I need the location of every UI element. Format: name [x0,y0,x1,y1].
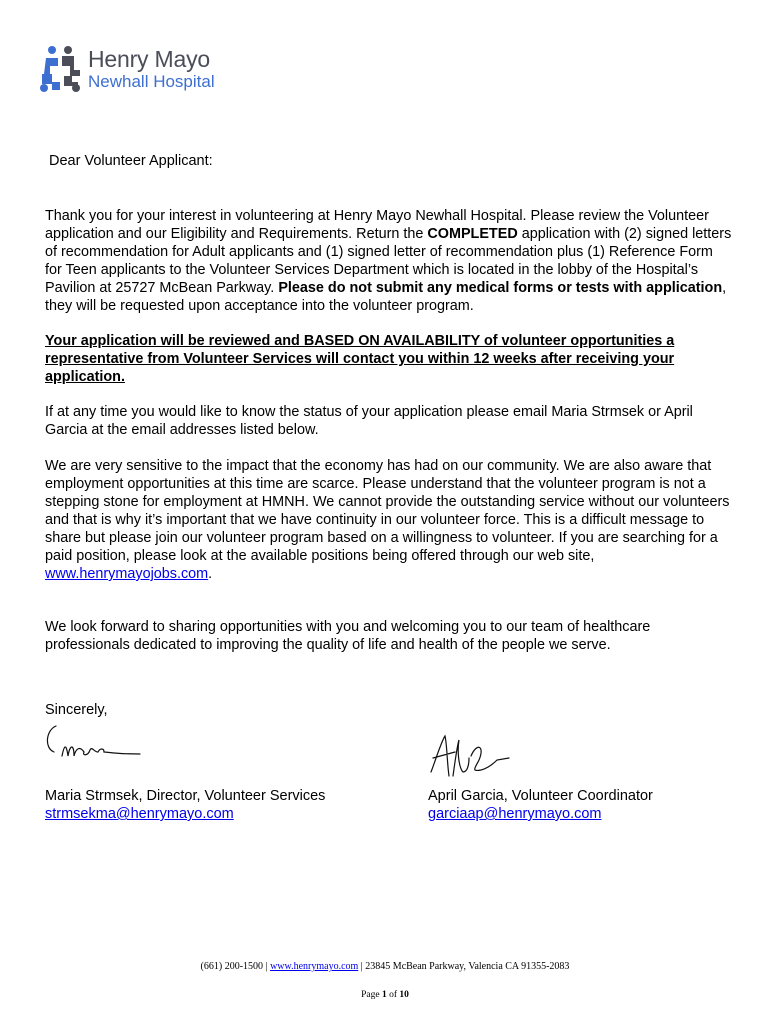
signer-maria [45,787,325,823]
hospital-logo [38,44,215,94]
footer-address: 23845 McBean Parkway, Valencia CA 91355-2083 [365,961,570,972]
logo-name: Henry Mayo [88,46,210,72]
greeting: Dear Volunteer Applicant: [49,153,213,169]
footer-phone: (661) 200-1500 [200,961,264,972]
signer-name-title: Maria Strmsek, Director, Volunteer Services [45,788,326,804]
hospital-logo-icon [38,44,82,94]
logo-subname: Newhall Hospital [88,72,215,91]
page-number: Page 1 of 10 [361,990,409,1000]
paragraph-review-notice: Your application will be reviewed and BASED ON AVAILABILITY of volunteer opportunities a representative from Volunteer Services will contact you within 12 weeks after receiving your application. [45,333,675,385]
signer-april [428,787,653,823]
closing: Sincerely, [45,702,108,718]
email-link-maria[interactable]: strmsekma@henrymayo.com [45,806,234,822]
signature-april [425,732,515,784]
paragraph-closing: We look forward to sharing opportunities with you and welcoming you to our team of healthcare professionals dedicated to improving the quality of life and health of the people we serve. [45,619,651,653]
jobs-website-link[interactable]: www.henrymayojobs.com [45,566,209,582]
signature-maria [44,722,144,768]
signer-name-title: April Garcia, Volunteer Coordinator [428,788,653,804]
paragraph-instructions: Thank you for your interest in volunteering at Henry Mayo Newhall Hospital. Please review the Volunteer application and our Eligibility and Requirements. Return the COMPLETED application with (2) signed letters of recommendation for Adult applicants and (1) signed letter of recommendation plus (1) Reference Form for Teen applicants to the Volunteer Services Department which is located in the lobby of the Hospital’s Pavilion at 25727 McBean Parkway. Please do not submit any medical forms or tests with application, they will be requested upon acceptance into the volunteer program. [45,208,732,314]
paragraph-economy: We are very sensitive to the impact that the economy has had on our community. We are also aware that employment opportunities at this time are scarce. Please understand that the volunteer program is not a stepping stone for employment at HMNH. We cannot provide the outstanding service without our volunteers and that is why it’s important that we have continuity in our volunteer force. This is a difficult message to share but please join our volunteer program based on a willingness to volunteer. If you are searching for a paid position, please look at the available positions being offered through our web site, www.henrymayojobs.com. [45,458,730,582]
footer-contact: (661) 200-1500 | www.henrymayo.com | 23845 McBean Parkway, Valencia CA 91355-2083 [200,961,570,972]
footer-website-link[interactable]: www.henrymayo.com [270,961,359,972]
paragraph-status: If at any time you would like to know the status of your application please email Maria Strmsek or April Garcia at the email addresses listed below. [45,404,693,438]
email-link-april[interactable]: garciaap@henrymayo.com [428,806,602,822]
